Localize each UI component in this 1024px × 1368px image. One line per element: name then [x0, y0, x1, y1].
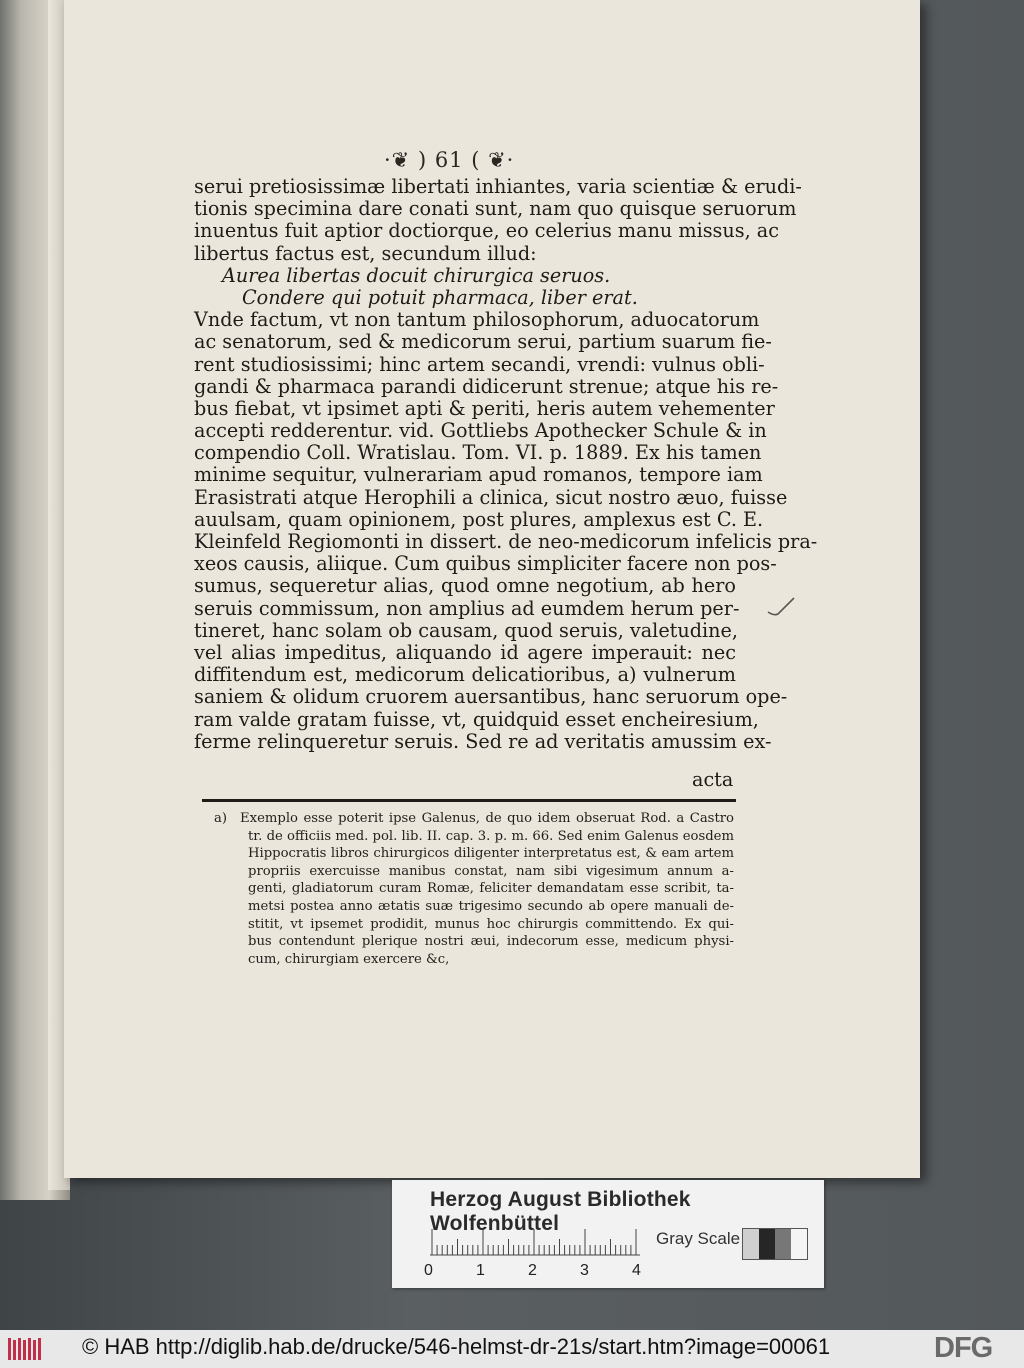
- book-spine: [13, 1340, 16, 1360]
- gray-swatch: [775, 1229, 791, 1259]
- text-line: minime sequitur, vulnerariam apud romanos, tempore iam: [194, 463, 763, 487]
- text-line: libertus factus est, secundum illud:: [194, 241, 537, 265]
- text-line: vel alias impeditus, aliquando id agere imperauit: nec: [194, 640, 736, 664]
- footnote-line: [214, 810, 734, 828]
- book-spine: [8, 1338, 11, 1360]
- ruler-number: 2: [528, 1262, 537, 1279]
- footnote-line: stitit, vt ipsemet prodidit, munus hoc chirurgis committendo. Ex qui-: [248, 916, 734, 932]
- verse-line: Condere qui potuit pharmaca, liber erat.: [242, 285, 638, 309]
- text-line: xeos causis, aliique. Cum quibus simpliciter facere non pos-: [194, 552, 777, 576]
- footnote-text: Exemplo esse poterit ipse Galenus, de quo idem obseruat Rod. a Castro: [240, 811, 734, 826]
- footnote-line: bus contendunt plerique nostri æui, indecorum esse, medicum physi-: [248, 934, 734, 950]
- text-line: saniem & olidum cruorem auersantibus, hanc seruorum ope-: [194, 685, 788, 709]
- book-spine: [28, 1338, 31, 1360]
- gray-swatch: [791, 1229, 807, 1259]
- text-line: diffitendum est, medicorum delicatioribus, a) vulnerum: [194, 663, 736, 687]
- gray-scale-label: Gray Scale: [656, 1229, 741, 1248]
- text-line: auulsam, quam opinionem, post plures, amplexus est C. E.: [194, 507, 764, 531]
- text-line: gandi & pharmaca parandi didicerunt strenue; atque his re-: [194, 374, 779, 398]
- scan-label-card: [392, 1180, 824, 1288]
- book-spine: [33, 1340, 36, 1360]
- text-line: sumus, sequeretur alias, quod omne negotium, ab hero: [194, 574, 736, 598]
- footnote-marker: a): [214, 811, 228, 826]
- book-spine: [23, 1340, 26, 1360]
- book-spine: [38, 1338, 41, 1360]
- ruler-number: 0: [424, 1262, 433, 1279]
- gray-scale-swatches: [742, 1228, 808, 1260]
- text-line: seruis commissum, non amplius ad eumdem herum per-: [194, 596, 740, 620]
- library-books-icon: [6, 1336, 42, 1362]
- text-line: tineret, hanc solam ob causam, quod seruis, valetudine,: [194, 618, 738, 642]
- footnote-line: metsi postea anno ætatis suæ trigesimo secundo ab opere manuali de-: [248, 898, 734, 914]
- footnote-line: propriis exercuisse manibus constat, nam sibi vigesimum annum a-: [248, 863, 734, 879]
- text-line: Erasistrati atque Herophili a clinica, sicut nostro æuo, fuisse: [194, 485, 788, 509]
- text-line: ferme relinqueretur seruis. Sed re ad veritatis amussim ex-: [194, 729, 772, 753]
- ruler-number: 4: [632, 1262, 641, 1279]
- text-line: Vnde factum, vt non tantum philosophorum, aduocatorum: [194, 308, 760, 332]
- gray-swatch: [743, 1229, 759, 1259]
- text-line: inuentus fuit aptior doctiorque, eo celerius manu missus, ac: [194, 219, 779, 243]
- footnote-rule: [202, 799, 736, 802]
- footnote-line: tr. de officiis med. pol. lib. II. cap. 3. p. m. 66. Sed enim Galenus eosdem: [248, 828, 734, 844]
- text-line: ram valde gratam fuisse, vt, quidquid esset encheiresium,: [194, 707, 759, 731]
- catchword: acta: [692, 768, 734, 791]
- ruler-scale: [430, 1228, 640, 1256]
- page-header: ·❦ ) 61 ( ❦·: [384, 148, 515, 172]
- footnote-line: cum, chirurgiam exercere &c,: [248, 951, 450, 967]
- text-line: bus fiebat, vt ipsimet apti & periti, heris autem vehementer: [194, 396, 775, 420]
- ruler-number: 1: [476, 1262, 485, 1279]
- text-line: rent studiosissimi; hinc artem secandi, vrendi: vulnus obli-: [194, 352, 765, 376]
- pencil-check-mark: [766, 596, 796, 620]
- book-spine: [18, 1338, 21, 1360]
- text-line: ac senatorum, sed & medicorum serui, partium suarum fie-: [194, 330, 772, 354]
- book-page: [64, 0, 920, 1178]
- main-text: [194, 175, 818, 753]
- text-line: compendio Coll. Wratislau. Tom. VI. p. 1889. Ex his tamen: [194, 441, 762, 465]
- footnote-line: genti, gladiatorum curam Romæ, feliciter demandatam esse scribit, ta-: [248, 881, 734, 897]
- verse-line: Aurea libertas docuit chirurgica seruos.: [222, 263, 611, 287]
- text-line: Kleinfeld Regiomonti in dissert. de neo-medicorum infelicis pra-: [194, 530, 818, 553]
- facing-page-edges: [0, 0, 70, 1200]
- ruler-numbers: [424, 1262, 654, 1282]
- text-line: serui pretiosissimæ libertati inhiantes, varia scientiæ & erudi-: [194, 175, 802, 198]
- library-name: Herzog August Bibliothek Wolfenbüttel: [430, 1188, 691, 1235]
- ruler-number: 3: [580, 1262, 589, 1279]
- dfg-logo: DFG: [934, 1332, 993, 1364]
- footnote-line: Hippocratis libros chirurgicos diligenter interpretatus est, & eam artem: [248, 846, 734, 862]
- copyright-url[interactable]: © HAB http://diglib.hab.de/drucke/546-helmst-dr-21s/start.htm?image=00061: [82, 1334, 831, 1359]
- footer-bar: [0, 1330, 1024, 1368]
- text-line: accepti redderentur. vid. Gottliebs Apothecker Schule & in: [194, 419, 767, 443]
- gray-swatch: [759, 1229, 775, 1259]
- text-line: tionis specimina dare conati sunt, nam quo quisque seruorum: [194, 197, 797, 221]
- footnote: [214, 810, 734, 968]
